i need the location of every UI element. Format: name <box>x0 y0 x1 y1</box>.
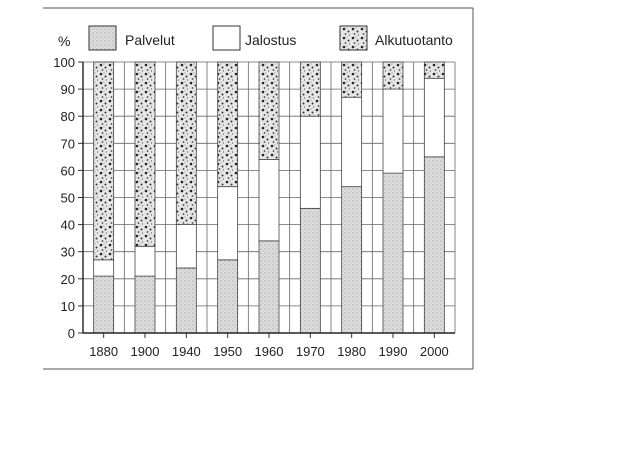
bar-1970-series-1 <box>300 116 320 208</box>
x-tick-label: 1990 <box>378 344 408 359</box>
legend-label-palvelut: Palvelut <box>125 32 175 48</box>
y-tick-label: 80 <box>60 109 75 125</box>
bar-1980-series-0 <box>342 187 362 333</box>
bar-1880-series-1 <box>94 260 114 276</box>
x-tick-label: 1970 <box>295 344 325 359</box>
bar-1940-series-1 <box>176 225 196 268</box>
bar-1940-series-0 <box>176 268 196 333</box>
bar-2000-series-2 <box>424 62 444 78</box>
legend-label-jalostus: Jalostus <box>245 32 297 48</box>
bar-1880-series-2 <box>94 62 114 260</box>
bar-1980-series-1 <box>342 97 362 186</box>
y-unit-label: % <box>58 33 71 49</box>
y-tick-label: 10 <box>60 298 75 314</box>
bar-1900-series-1 <box>135 246 155 276</box>
legend-swatch-palvelut <box>89 26 116 50</box>
bar-2000-series-1 <box>424 78 444 157</box>
y-tick-label: 50 <box>60 190 75 206</box>
bar-1990-series-2 <box>383 62 403 89</box>
y-tick-label: 100 <box>53 55 75 70</box>
bar-1960-series-2 <box>259 62 279 160</box>
bar-1900-series-0 <box>135 276 155 333</box>
x-tick-labels <box>89 344 449 359</box>
bar-1960-series-0 <box>259 241 279 333</box>
bar-1980-series-2 <box>342 62 362 97</box>
y-tick-label: 60 <box>60 163 75 179</box>
bar-1990-series-0 <box>383 173 403 333</box>
bar-1950-series-0 <box>218 260 238 333</box>
y-tick-label: 0 <box>67 326 75 341</box>
legend <box>58 26 453 50</box>
x-tick-label: 1940 <box>171 344 201 359</box>
legend-swatch-alkutuotanto <box>340 26 367 50</box>
legend-label-alkutuotanto: Alkutuotanto <box>375 32 453 48</box>
x-tick-label: 1880 <box>89 344 119 359</box>
bar-1970-series-2 <box>300 62 320 116</box>
y-tick-label: 40 <box>60 217 75 233</box>
y-tick-label: 30 <box>60 244 75 260</box>
y-tick-labels <box>53 55 75 341</box>
bar-1990-series-1 <box>383 89 403 173</box>
bar-1900-series-2 <box>135 62 155 246</box>
bar-1940-series-2 <box>176 62 196 225</box>
x-tick-label: 2000 <box>419 344 449 359</box>
x-tick-label: 1960 <box>254 344 284 359</box>
bar-1880-series-0 <box>94 276 114 333</box>
x-tick-label: 1980 <box>337 344 367 359</box>
bar-1950-series-1 <box>218 187 238 260</box>
bars <box>94 62 445 333</box>
x-tick-label: 1900 <box>130 344 160 359</box>
bar-2000-series-0 <box>424 157 444 333</box>
y-tick-label: 90 <box>60 82 75 98</box>
y-tick-label: 20 <box>60 271 75 287</box>
bar-1960-series-1 <box>259 160 279 241</box>
legend-swatch-jalostus <box>213 26 240 50</box>
bar-1970-series-0 <box>300 208 320 333</box>
y-tick-label: 70 <box>60 136 75 152</box>
x-tick-label: 1950 <box>213 344 243 359</box>
bar-1950-series-2 <box>218 62 238 187</box>
